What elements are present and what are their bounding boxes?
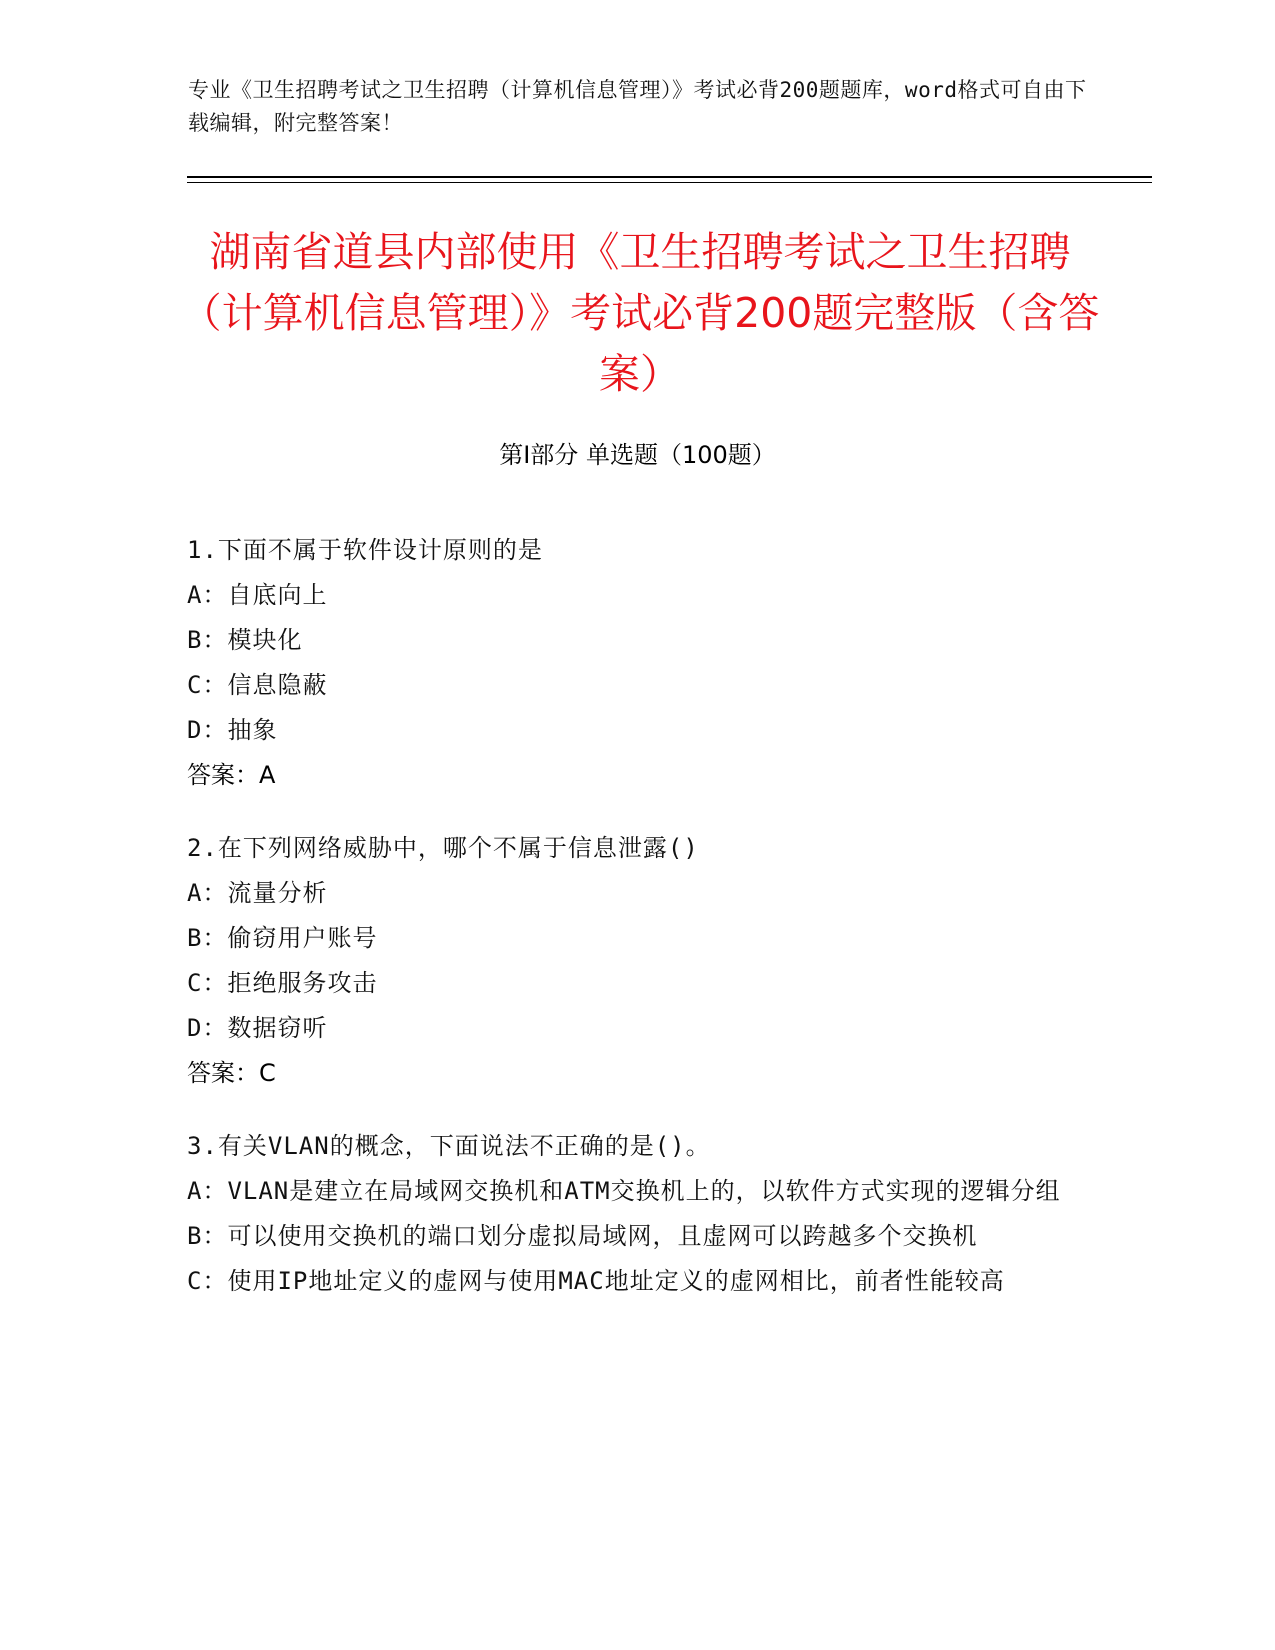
document-title: 湖南省道县内部使用《卫生招聘考试之卫生招聘（计算机信息管理）》考试必背200题完整版（含答案）	[180, 228, 1100, 398]
header-note: 专业《卫生招聘考试之卫生招聘（计算机信息管理）》考试必背200题题库，word格式可自由下载编辑，附完整答案！	[188, 78, 1087, 135]
question-3	[187, 1124, 1087, 1304]
header-divider-thick	[187, 176, 1152, 178]
option-c: C：使用IP地址定义的虚网与使用MAC地址定义的虚网相比，前者性能较高	[187, 1267, 1005, 1295]
option-d: D：抽象	[187, 716, 278, 744]
option-c: C：拒绝服务攻击	[187, 969, 378, 997]
header-divider-thin	[187, 182, 1152, 183]
answer: 答案：C	[187, 1059, 276, 1087]
section-title: 第Ⅰ部分 单选题（100题）	[499, 441, 776, 469]
option-a: A：VLAN是建立在局域网交换机和ATM交换机上的，以软件方式实现的逻辑分组	[187, 1177, 1061, 1205]
option-b: B：可以使用交换机的端口划分虚拟局域网，且虚网可以跨越多个交换机	[187, 1222, 978, 1250]
question-2	[187, 826, 1087, 1096]
answer: 答案：A	[187, 761, 276, 789]
option-b: B：偷窃用户账号	[187, 924, 378, 952]
question-stem: 1.下面不属于软件设计原则的是	[187, 536, 543, 564]
option-a: A：自底向上	[187, 581, 328, 609]
question-list	[187, 528, 1087, 1332]
option-a: A：流量分析	[187, 879, 328, 907]
question-stem: 2.在下列网络威胁中，哪个不属于信息泄露()	[187, 834, 699, 862]
option-d: D：数据窃听	[187, 1014, 328, 1042]
question-1	[187, 528, 1087, 798]
option-c: C：信息隐蔽	[187, 671, 328, 699]
question-stem: 3.有关VLAN的概念，下面说法不正确的是()。	[187, 1132, 711, 1160]
option-b: B：模块化	[187, 626, 303, 654]
